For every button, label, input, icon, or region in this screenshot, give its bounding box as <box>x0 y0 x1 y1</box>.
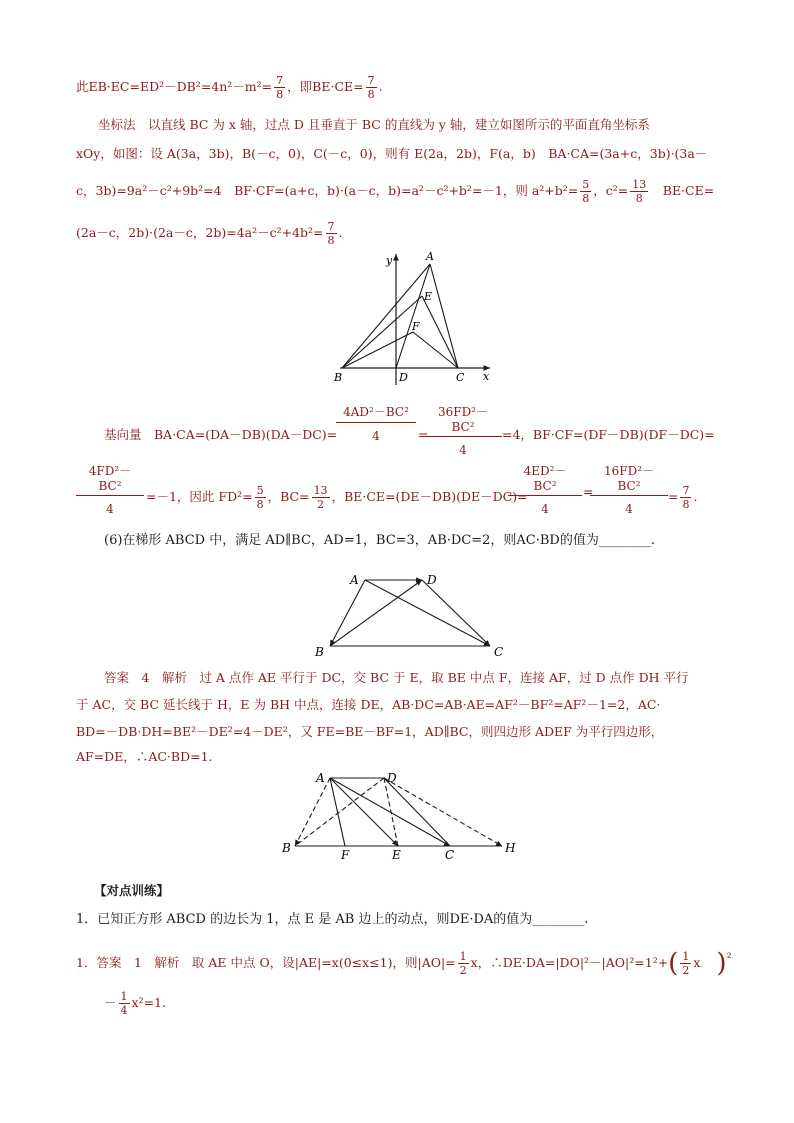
segment-DH <box>384 778 502 846</box>
axis-label-y: y <box>386 254 393 267</box>
fraction: $\frac{5}{8}$ <box>256 484 264 511</box>
basis-fraction-0: $\frac{\text{4FD²－BC²}}{4}$ <box>76 462 144 516</box>
axis-label-x: x <box>483 370 490 383</box>
fraction: $\frac{1}{2}$ <box>682 950 690 977</box>
segment-DC <box>384 778 450 846</box>
basis-line-1: 基向量 BA·CA=(DA－DB)(DA－DC)= <box>104 427 338 442</box>
training-heading: 【对点训练】 <box>94 883 170 898</box>
basis-fraction-1: $\frac{\text{4AD²－BC²}}{4}$ <box>336 403 416 443</box>
fraction: $\frac{1}{2}$ <box>459 950 467 977</box>
basis-line-2: =－1，因此 FD²= $\frac{5}{8}$ ，BC= $\frac{13}{2}$ ，BE·CE=(DE－DB)(DE－DC)= <box>146 484 528 511</box>
question-6: (6)在梯形 ABCD 中，满足 AD∥BC，AD=1，BC=3，AB·DC=2，则AC·BD的值为________. <box>104 533 655 548</box>
point-label-C: C <box>445 848 455 860</box>
segment-BE <box>342 296 422 368</box>
fraction: $\frac{1}{4}$ <box>120 990 128 1017</box>
coord-method-line-1: 坐标法 以直线 BC 为 x 轴，过点 D 且垂直于 BC 的直线为 y 轴，建立如图所示的平面直角坐标系 <box>98 117 650 132</box>
segment-AC <box>330 778 450 846</box>
segment-BD <box>330 580 422 646</box>
segment-CE <box>422 296 458 368</box>
coord-method-line-4: (2a－c，2b)·(2a－c，2b)=4a²－c²+4b²= $\frac{7}{8}$ . <box>76 220 343 247</box>
segment-AC <box>365 580 490 646</box>
fraction: $\frac{13}{2}$ <box>313 484 328 511</box>
segment-CA <box>430 264 458 368</box>
fraction: $\frac{13}{8}$ <box>632 178 647 205</box>
point-label-C: C <box>494 645 504 659</box>
point-label-F: F <box>412 320 420 333</box>
segment-AF <box>330 778 345 846</box>
point-label-D: D <box>427 573 437 587</box>
answer6-line-4: AF=DE，∴AC·BD=1. <box>76 749 213 764</box>
point-label-E: E <box>392 848 401 860</box>
segment-DC <box>422 580 490 646</box>
point-label-A: A <box>426 250 434 263</box>
basis-fraction-2: $\frac{\text{36FD²－BC²}}{4}$ <box>424 403 502 457</box>
coordinate-figure <box>330 250 500 385</box>
answer6-line-2: 于 AC，交 BC 延长线于 H，E 为 BH 中点，连接 DE，AB·DC=AB·AE=AF²－BF²=AF²－1=2，AC· <box>76 697 661 712</box>
point-label-A: A <box>350 573 359 587</box>
training-question-1: 1．已知正方形 ABCD 的边长为 1，点 E 是 AB 边上的动点，则DE·DA的值为________. <box>76 912 589 927</box>
basis-line-1-tail: =4，BF·CF=(DF－DB)(DF－DC)= <box>502 427 715 442</box>
basis-fraction-4: $\frac{\text{16FD²－BC²}}{4}$ <box>590 462 668 516</box>
training-answer-1: 1．答案 1 解析 取 AE 中点 O，设|AE|=x(0≤x≤1)，则|AO|= $\frac{1}{2}$ x，∴DE·DA=|DO|²－|AO|²=1²+( $\frac{1}{2}$ x )² <box>76 948 732 979</box>
answer6-line-3: BD=－DB·DH=BE²－DE²=4－DE²，又 FE=BE－BF=1，AD∥BC，则四边形 ADEF 为平行四边形， <box>76 724 664 739</box>
point-label-D: D <box>387 771 397 785</box>
fraction: $\frac{7}{8}$ <box>327 220 335 247</box>
fraction: $\frac{7}{8}$ <box>367 74 375 101</box>
point-label-A: A <box>316 771 325 785</box>
answer6-line-1: 答案 4 解析 过 A 点作 AE 平行于 DC，交 BC 于 E，取 BE 中点 F，连接 AF，过 D 点作 DH 平行 <box>104 670 689 685</box>
segment-AE <box>330 778 398 846</box>
derivation-line-1: 此EB·EC=ED²－DB²=4n²－m²= $\frac{7}{8}$ ，即BE·CE= $\frac{7}{8}$ . <box>76 74 383 101</box>
fraction: $\frac{7}{8}$ <box>682 484 690 511</box>
fraction: $\frac{5}{8}$ <box>582 178 590 205</box>
big-paren-open: ( <box>668 948 679 979</box>
construction-figure <box>280 770 530 860</box>
segment-DE <box>384 778 398 846</box>
point-label-F: F <box>341 848 350 860</box>
segment-AB <box>295 778 330 846</box>
segment-AB <box>330 580 365 646</box>
point-label-H: H <box>505 841 516 855</box>
point-label-B: B <box>282 841 291 855</box>
basis-equals: = <box>418 427 429 442</box>
coord-method-line-2: xOy，如图：设 A(3a，3b)，B(－c，0)，C(－c，0)，则有 E(2a，2b)，F(a，b) BA·CA=(3a+c，3b)·(3a－ <box>76 146 708 161</box>
point-label-E: E <box>424 290 433 303</box>
coord-method-line-3: c，3b)=9a²－c²+9b²=4 BF·CF=(a+c，b)·(a－c，b)=a²－c²+b²=－1，则 a²+b²= $\frac{5}{8}$ ，c²= $\frac{13}{8}$ BE·CE= <box>76 178 715 205</box>
point-label-C: C <box>456 371 465 384</box>
segment-CF <box>413 332 458 368</box>
segment-DA <box>396 264 433 368</box>
fraction: $\frac{7}{8}$ <box>276 74 284 101</box>
derivation-text: 此EB·EC=ED²－DB²=4n²－m²= <box>76 79 273 94</box>
basis-equals-3: = $\frac{7}{8}$ . <box>668 484 698 511</box>
training-answer-1-cont: － $\frac{1}{4}$ x²=1. <box>104 990 166 1017</box>
point-label-B: B <box>315 645 324 659</box>
derivation-text: ，即BE·CE= <box>287 79 364 94</box>
big-paren-close: ) <box>716 948 727 979</box>
point-label-D: D <box>399 371 408 384</box>
trapezoid-figure <box>310 570 510 660</box>
basis-fraction-3: $\frac{\text{4ED²－BC²}}{4}$ <box>508 462 582 516</box>
basis-equals-2: = <box>583 484 594 499</box>
point-label-B: B <box>334 371 343 384</box>
segment-BA <box>342 264 433 368</box>
